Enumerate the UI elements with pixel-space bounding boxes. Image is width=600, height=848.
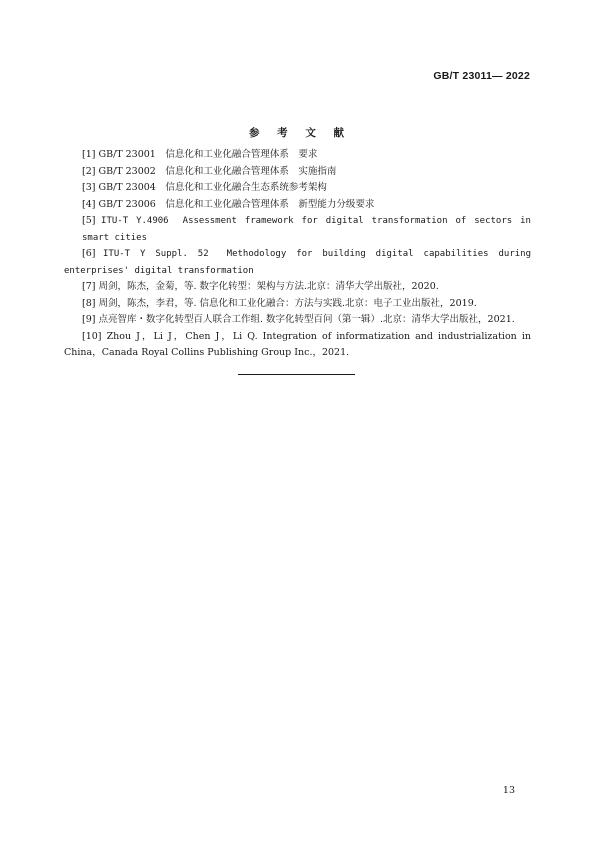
page-number: 13: [502, 785, 515, 796]
reference-number: [7]: [82, 281, 96, 292]
reference-number: [3]: [82, 182, 96, 193]
reference-item: [64, 246, 531, 279]
reference-text: Zhou J，Li J，Chen J，Li Q. Integration of informatization and industrialization in China，Canada Royal Collins Publishing Group Inc.，2021.: [64, 330, 531, 358]
reference-item: [64, 329, 531, 362]
reference-item: [64, 147, 531, 164]
section-title: 参 考 文 献: [249, 127, 351, 139]
reference-text: GB/T 23006 信息化和工业化融合管理体系 新型能力分级要求: [98, 198, 375, 210]
reference-text: GB/T 23004 信息化和工业化融合生态系统参考架构: [98, 182, 327, 193]
reference-item: [64, 279, 531, 296]
reference-text: GB/T 23002 信息化和工业化融合管理体系 实施指南: [98, 165, 337, 177]
reference-text: 周剑，陈杰，金菊，等. 数字化转型：架构与方法.北京：清华大学出版社，2020.: [98, 281, 439, 292]
reference-number: [6]: [82, 248, 96, 259]
reference-item: [64, 296, 531, 313]
reference-number: [4]: [82, 198, 96, 210]
reference-number: [9]: [82, 314, 96, 325]
standard-code: GB/T 23011— 2022: [433, 70, 530, 82]
reference-item: [64, 197, 531, 214]
reference-item: [64, 180, 531, 197]
reference-list: [64, 147, 531, 362]
reference-number: [8]: [82, 297, 96, 309]
reference-text: 点亮智库・数字化转型百人联合工作组. 数字化转型百问（第一辑）.北京：清华大学出版社，2021.: [98, 314, 515, 325]
reference-item: [64, 164, 531, 181]
reference-number: [10]: [82, 330, 102, 342]
reference-item: [64, 312, 531, 329]
reference-text: 周剑，陈杰，李君，等. 信息化和工业化融合：方法与实践.北京：电子工业出版社，2019.: [98, 297, 477, 309]
end-separator-line: [238, 374, 355, 375]
reference-number: [2]: [82, 165, 96, 177]
reference-text: GB/T 23001 信息化和工业化融合管理体系 要求: [98, 149, 318, 160]
reference-number: [5]: [82, 215, 96, 226]
reference-text: ITU-T Y Suppl. 52 Methodology for building digital capabilities during enterprises' digital transformation: [64, 249, 531, 276]
reference-item: [64, 213, 531, 246]
reference-number: [1]: [82, 149, 96, 160]
reference-text: ITU-T Y.4906 Assessment framework for digital transformation of sectors in smart cities: [82, 216, 531, 243]
